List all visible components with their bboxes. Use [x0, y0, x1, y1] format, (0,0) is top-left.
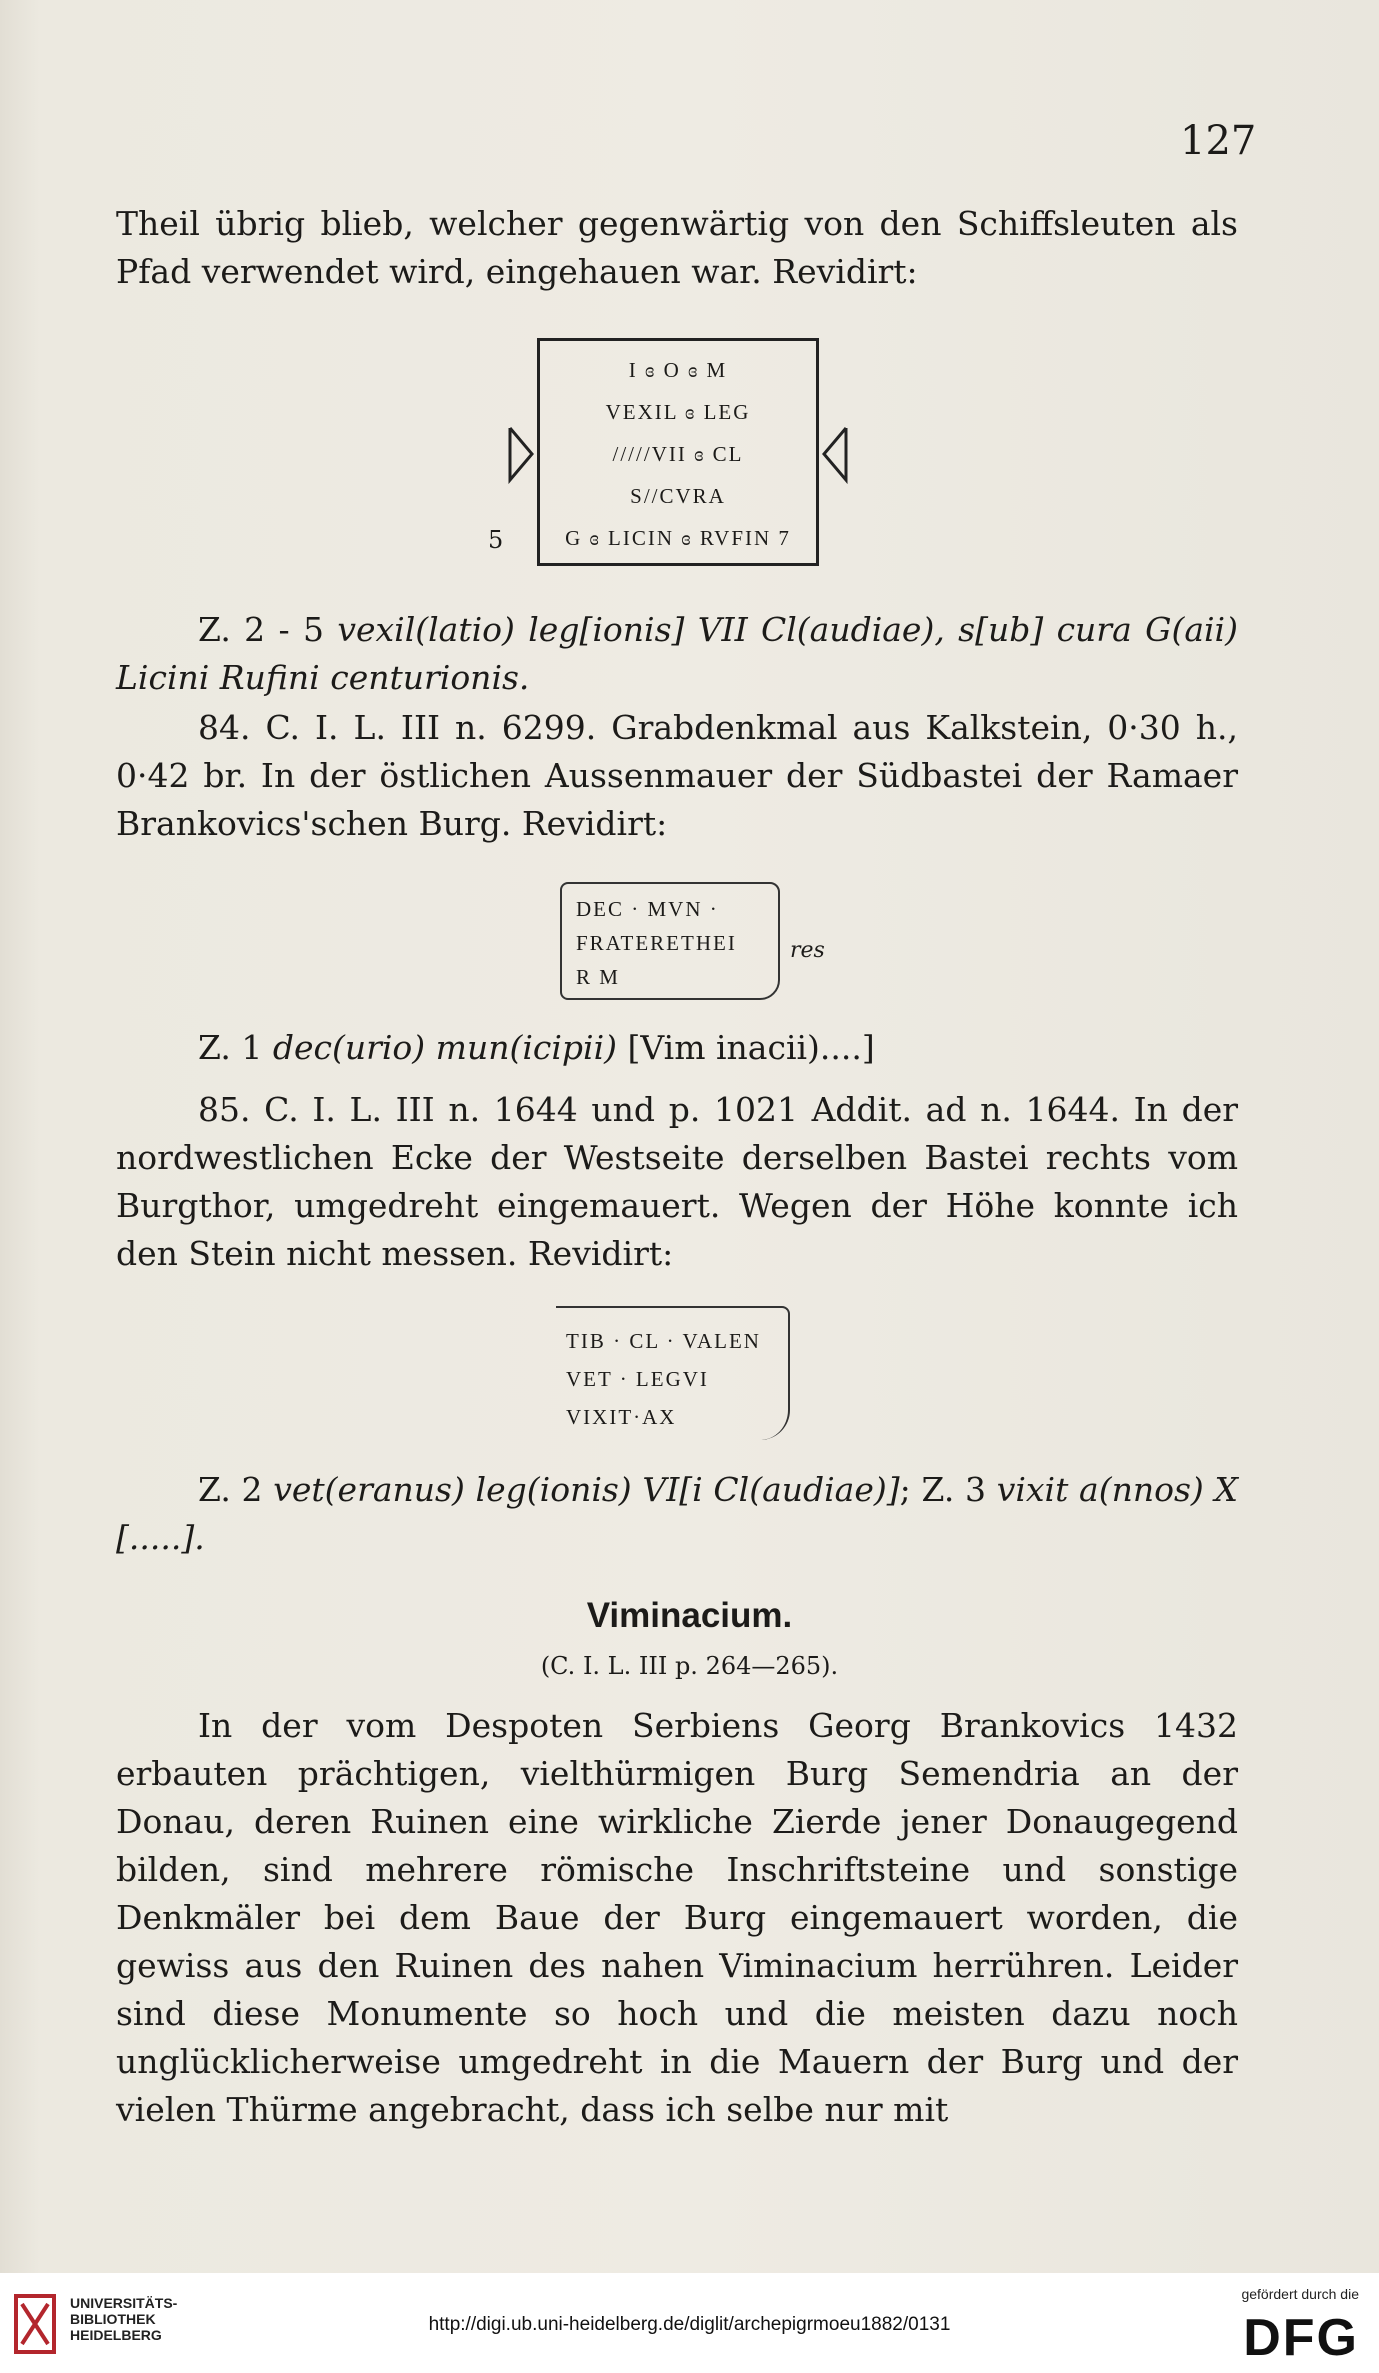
page-number: 127: [1180, 118, 1257, 164]
section-heading: Viminacium.: [586, 1596, 793, 1635]
expansion-text: vexil(latio) leg[ionis] VII Cl(audiae), s[ub] cura G(aii) Licini Rufini centurionis.: [116, 610, 1238, 697]
expansion-suffix: X [.....].: [116, 1470, 1238, 1557]
funder-caption: gefördert durch die: [1241, 2286, 1359, 2302]
inscription-line: VIXIT·AX: [566, 1405, 677, 1429]
paragraph-viminacium: In der vom Despoten Serbiens Georg Brankovics 1432 erbauten prächtigen, vielthürmigen Burg Semendria an der Donau, deren Ruinen eine wirkliche Zierde jener Donaugegend bilden, sind mehrere römische Inschriftsteine und sonstige Denkmäler bei dem Baue der Burg eingemauert worden, die gewiss aus den Ruinen des nahen Viminacium herrühren. Leider sind diese Monumente so hoch und die meisten dazu noch unglücklicherweise umgedreht in die Mauern der Burg und der vielen Thürme angebracht, dass ich selbe nur mit: [116, 1706, 1238, 2129]
expansion-prefix: Z. 1: [198, 1028, 273, 1067]
line-number: 5: [488, 526, 504, 554]
dovetail-left-icon: [508, 424, 536, 484]
paragraph-entry-85: 85. C. I. L. III n. 1644 und p. 1021 Addit. ad n. 1644. In der nordwestlichen Ecke der Westseite derselben Bastei rechts vom Burgthor, umgedreht eingemauert. Wegen der Höhe konnte ich den Stein nicht messen. Revidirt:: [116, 1090, 1238, 1273]
inscription-line: S//CVRA: [630, 484, 726, 508]
inscription-line: R M: [576, 965, 620, 989]
paragraph-entry-84: 84. C. I. L. III n. 6299. Grabdenkmal aus Kalkstein, 0·30 h., 0·42 br. In der östlichen Aussenmauer der Südbastei der Ramaer Brankovics'schen Burg. Revidirt:: [116, 708, 1238, 843]
inscription-line: DEC · MVN ·: [576, 897, 719, 921]
marginal-note: res: [790, 938, 825, 963]
inscription-vexillatio: [537, 338, 819, 566]
inscription-line: VET · LEGVI: [566, 1367, 709, 1391]
expansion-prefix: Z. 2 - 5: [198, 610, 338, 649]
expansion-text: vixit a(nnos): [996, 1470, 1204, 1509]
paragraph-expansion-2: [116, 1024, 1238, 1072]
library-name-line: BIBLIOTHEK: [70, 2311, 156, 2327]
expansion-prefix: Z. 2: [198, 1470, 274, 1509]
inscription-veteranus: [556, 1306, 790, 1440]
inscription-line: VEXIL ɞ LEG: [605, 400, 751, 424]
inscription-line: TIB · CL · VALEN: [566, 1329, 761, 1353]
source-url[interactable]: http://digi.ub.uni-heidelberg.de/diglit/archepigrmoeu1882/0131: [428, 2314, 951, 2335]
inscription-decurio: [560, 882, 780, 1000]
section-reference: (C. I. L. III p. 264—265).: [540, 1652, 839, 1680]
inscription-line: /////VII ɞ CL: [612, 442, 744, 466]
expansion-separator: ; Z. 3: [899, 1470, 997, 1509]
dfg-logo: DFG: [1243, 2309, 1359, 2367]
expansion-text: vet(eranus) leg(ionis) VI[i Cl(audiae)]: [273, 1470, 900, 1509]
inscription-line: FRATERETHEI: [576, 931, 737, 955]
paragraph-expansion-1: [116, 606, 1238, 702]
library-name-line: HEIDELBERG: [70, 2327, 162, 2343]
paragraph-revidirt-intro: Theil übrig blieb, welcher gegenwärtig von den Schiffsleuten als Pfad verwendet wird, eingehauen war. Revidirt:: [116, 204, 1238, 291]
inscription-line: I ɞ O ɞ M: [628, 358, 728, 382]
dovetail-right-icon: [820, 424, 848, 484]
expansion-suffix: [Vim inacii)....]: [617, 1028, 875, 1067]
expansion-text: dec(urio) mun(icipii): [272, 1028, 618, 1067]
inscription-line: G ɞ LICIN ɞ RVFIN 7: [565, 526, 791, 550]
paragraph-expansion-3: [116, 1466, 1238, 1562]
library-name-line: UNIVERSITÄTS-: [70, 2295, 178, 2311]
